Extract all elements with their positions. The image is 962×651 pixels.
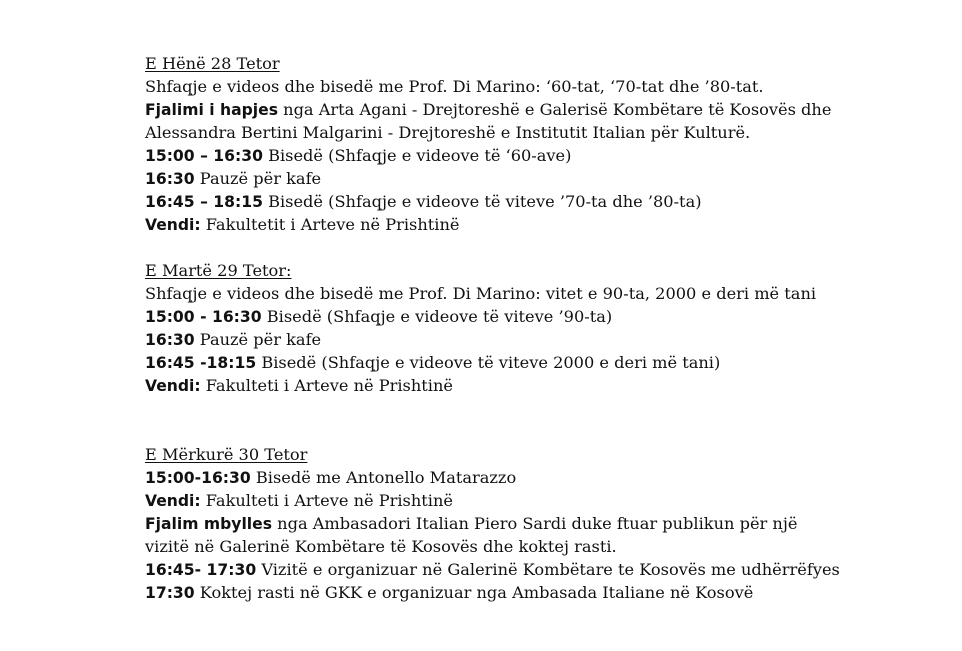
opening-speech-line [145,98,945,121]
day-intro: Shfaqje e videos dhe bisedë me Prof. Di Marino: vitet e 90-ta, 2000 e deri më tani [145,284,817,303]
schedule-document [145,52,945,604]
schedule-text: Bisedë (Shfaqje e videove të viteve 2000 e deri më tani) [256,353,721,372]
venue-text: Fakulteti i Arteve në Prishtinë [200,491,453,510]
schedule-time: 16:30 [145,170,195,188]
schedule-time: 15:00 – 16:30 [145,147,263,165]
schedule-time: 16:45 – 18:15 [145,193,263,211]
day-heading: E Hënë 28 Tetor [145,54,280,73]
schedule-time: 16:30 [145,331,195,349]
schedule-text: Bisedë me Antonello Matarazzo [250,468,517,487]
schedule-text: Bisedë (Shfaqje e videove të ‘60-ave) [262,146,572,165]
venue-label: Vendi: [145,216,201,234]
schedule-item [145,328,945,351]
schedule-time: 17:30 [145,584,195,602]
venue-text: Fakulteti i Arteve në Prishtinë [200,376,453,395]
schedule-item [145,167,945,190]
day-intro: Shfaqje e videos dhe bisedë me Prof. Di Marino: ‘60-tat, ‘70-tat dhe ’80-tat. [145,77,764,96]
closing-speech-label: Fjalim mbylles [145,515,273,533]
closing-speech-text: nga Ambasadori Italian Piero Sardi duke ftuar publikun për një [272,514,798,533]
closing-speech-line [145,512,945,535]
schedule-text: Vizitë e organizuar në Galerinë Kombëtare te Kosovës me udhërrëfyes [256,560,840,579]
schedule-item [145,466,945,489]
schedule-time: 15:00-16:30 [145,469,251,487]
schedule-text: Koktej rasti në GKK e organizuar nga Ambasada Italiane në Kosovë [194,583,754,602]
schedule-item [145,305,945,328]
venue-line [145,374,945,397]
venue-text: Fakultetit i Arteve në Prishtinë [200,215,460,234]
spacer [145,397,945,443]
schedule-text: Bisedë (Shfaqje e videove të viteve ’90-ta) [261,307,613,326]
opening-speech-line-2: Alessandra Bertini Malgarini - Drejtoreshë e Institutit Italian për Kulturë. [145,123,751,142]
venue-line [145,213,945,236]
schedule-item [145,351,945,374]
schedule-item [145,144,945,167]
schedule-time: 16:45 -18:15 [145,354,257,372]
schedule-item [145,581,945,604]
schedule-item [145,190,945,213]
day-heading: E Martë 29 Tetor: [145,261,292,280]
schedule-item [145,558,945,581]
opening-speech-label: Fjalimi i hapjes [145,101,278,119]
venue-label: Vendi: [145,377,201,395]
venue-label: Vendi: [145,492,201,510]
venue-line [145,489,945,512]
day-heading: E Mërkurë 30 Tetor [145,445,308,464]
schedule-time: 15:00 - 16:30 [145,308,262,326]
closing-speech-line-2: vizitë në Galerinë Kombëtare të Kosovës dhe koktej rasti. [145,537,617,556]
opening-speech-text: nga Arta Agani - Drejtoreshë e Galerisë Kombëtare të Kosovës dhe [278,100,832,119]
schedule-text: Bisedë (Shfaqje e videove të viteve ’70-ta dhe ’80-ta) [262,192,702,211]
spacer [145,236,945,259]
schedule-time: 16:45- 17:30 [145,561,257,579]
schedule-text: Pauzë për kafe [194,330,322,349]
schedule-text: Pauzë për kafe [194,169,322,188]
